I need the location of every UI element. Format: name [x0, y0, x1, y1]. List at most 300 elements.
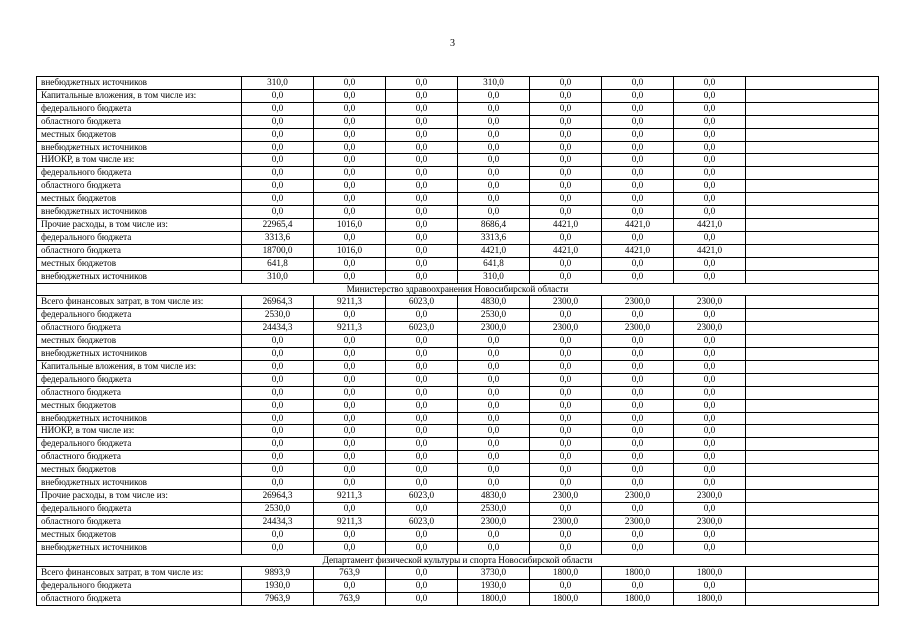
row-value: 0,0 [386, 115, 458, 128]
table-row [37, 128, 879, 141]
table-row [37, 425, 879, 438]
table-row [37, 218, 879, 231]
row-value: 0,0 [674, 89, 746, 102]
row-value: 3313,6 [242, 231, 314, 244]
row-value [746, 180, 879, 193]
row-value: 0,0 [674, 541, 746, 554]
row-label: федерального бюджета [37, 502, 242, 515]
row-value: 0,0 [386, 425, 458, 438]
row-value: 0,0 [458, 206, 530, 219]
row-value: 0,0 [602, 528, 674, 541]
row-value: 2300,0 [530, 296, 602, 309]
table-row [37, 567, 879, 580]
row-value: 0,0 [602, 412, 674, 425]
row-value [746, 128, 879, 141]
row-label: Капитальные вложения, в том числе из: [37, 360, 242, 373]
section-title: Департамент физической культуры и спорта Новосибирской области [37, 554, 879, 567]
row-value: 4421,0 [674, 218, 746, 231]
row-value: 0,0 [314, 464, 386, 477]
row-value: 0,0 [602, 77, 674, 90]
row-value: 0,0 [674, 528, 746, 541]
row-value: 0,0 [242, 412, 314, 425]
table-row [37, 180, 879, 193]
row-label: внебюджетных источников [37, 270, 242, 283]
row-value: 0,0 [242, 141, 314, 154]
row-value [746, 464, 879, 477]
row-value: 0,0 [602, 348, 674, 361]
row-value: 1800,0 [458, 593, 530, 606]
row-value: 2300,0 [674, 515, 746, 528]
row-value: 8686,4 [458, 218, 530, 231]
row-value [746, 360, 879, 373]
row-value: 0,0 [458, 451, 530, 464]
row-value: 0,0 [602, 180, 674, 193]
row-value: 310,0 [458, 77, 530, 90]
row-value [746, 348, 879, 361]
row-value: 0,0 [530, 386, 602, 399]
row-value: 0,0 [242, 425, 314, 438]
row-value: 310,0 [242, 77, 314, 90]
table-row [37, 360, 879, 373]
row-value: 0,0 [602, 141, 674, 154]
row-value: 0,0 [674, 580, 746, 593]
row-value: 0,0 [386, 167, 458, 180]
row-value: 0,0 [458, 528, 530, 541]
table-row [37, 206, 879, 219]
row-value [746, 425, 879, 438]
row-value: 0,0 [242, 399, 314, 412]
row-value: 0,0 [314, 309, 386, 322]
row-value: 0,0 [530, 541, 602, 554]
row-value: 0,0 [458, 115, 530, 128]
row-value: 0,0 [386, 451, 458, 464]
row-value: 9893,9 [242, 567, 314, 580]
row-value: 7963,9 [242, 593, 314, 606]
row-value [746, 502, 879, 515]
row-value: 0,0 [458, 477, 530, 490]
row-value: 0,0 [386, 373, 458, 386]
row-value: 0,0 [458, 167, 530, 180]
row-value [746, 218, 879, 231]
row-value [746, 515, 879, 528]
table-row [37, 451, 879, 464]
row-value: 0,0 [530, 180, 602, 193]
row-label: местных бюджетов [37, 399, 242, 412]
row-value: 0,0 [242, 373, 314, 386]
row-label: федерального бюджета [37, 231, 242, 244]
row-value: 0,0 [386, 593, 458, 606]
row-label: областного бюджета [37, 180, 242, 193]
row-value: 0,0 [530, 89, 602, 102]
row-value: 0,0 [530, 115, 602, 128]
row-value: 2300,0 [674, 490, 746, 503]
row-label: федерального бюджета [37, 309, 242, 322]
row-label: федерального бюджета [37, 438, 242, 451]
row-value: 0,0 [386, 541, 458, 554]
row-value: 0,0 [530, 141, 602, 154]
row-value: 2530,0 [242, 309, 314, 322]
row-value: 6023,0 [386, 490, 458, 503]
row-value: 0,0 [314, 89, 386, 102]
row-value: 0,0 [530, 193, 602, 206]
row-value: 0,0 [530, 412, 602, 425]
row-value: 0,0 [602, 231, 674, 244]
row-value: 0,0 [530, 231, 602, 244]
row-value: 0,0 [458, 180, 530, 193]
row-value: 0,0 [314, 360, 386, 373]
row-value [746, 567, 879, 580]
row-value: 0,0 [602, 206, 674, 219]
row-value: 0,0 [602, 309, 674, 322]
row-label: областного бюджета [37, 593, 242, 606]
row-value: 0,0 [674, 77, 746, 90]
row-value: 9211,3 [314, 490, 386, 503]
row-value [746, 335, 879, 348]
row-value: 0,0 [674, 373, 746, 386]
row-label: внебюджетных источников [37, 141, 242, 154]
row-value: 0,0 [602, 477, 674, 490]
table-row [37, 399, 879, 412]
row-value: 4421,0 [530, 218, 602, 231]
table-row [37, 464, 879, 477]
row-value: 2530,0 [458, 309, 530, 322]
row-value: 0,0 [314, 231, 386, 244]
row-value: 0,0 [530, 580, 602, 593]
row-value: 0,0 [386, 231, 458, 244]
row-value: 0,0 [242, 154, 314, 167]
table-row [37, 244, 879, 257]
row-value: 0,0 [386, 348, 458, 361]
row-label: местных бюджетов [37, 335, 242, 348]
row-value [746, 231, 879, 244]
row-value: 0,0 [530, 206, 602, 219]
page-number: 3 [450, 38, 455, 49]
row-value: 4830,0 [458, 490, 530, 503]
row-value: 0,0 [530, 309, 602, 322]
table-row [37, 490, 879, 503]
row-value: 0,0 [314, 257, 386, 270]
row-value: 0,0 [386, 193, 458, 206]
row-value [746, 593, 879, 606]
row-value: 18700,0 [242, 244, 314, 257]
row-value: 0,0 [674, 438, 746, 451]
row-value: 0,0 [602, 89, 674, 102]
row-value: 0,0 [314, 386, 386, 399]
row-value: 0,0 [386, 102, 458, 115]
row-label: внебюджетных источников [37, 77, 242, 90]
row-value: 0,0 [674, 451, 746, 464]
row-value: 0,0 [602, 541, 674, 554]
row-label: областного бюджета [37, 451, 242, 464]
row-value: 0,0 [674, 180, 746, 193]
row-value: 0,0 [386, 528, 458, 541]
row-value: 763,9 [314, 593, 386, 606]
row-label: внебюджетных источников [37, 206, 242, 219]
row-value: 4421,0 [602, 218, 674, 231]
row-value: 0,0 [314, 270, 386, 283]
row-value: 0,0 [602, 399, 674, 412]
row-value: 0,0 [314, 580, 386, 593]
row-value: 0,0 [314, 167, 386, 180]
row-value: 2300,0 [530, 515, 602, 528]
row-label: Прочие расходы, в том числе из: [37, 218, 242, 231]
row-value: 0,0 [530, 425, 602, 438]
row-value: 4421,0 [458, 244, 530, 257]
row-value: 0,0 [386, 335, 458, 348]
row-value: 9211,3 [314, 296, 386, 309]
row-value: 0,0 [458, 438, 530, 451]
table-row [37, 580, 879, 593]
row-label: федерального бюджета [37, 167, 242, 180]
row-value: 0,0 [530, 257, 602, 270]
row-value [746, 438, 879, 451]
row-value: 0,0 [386, 580, 458, 593]
row-value: 0,0 [602, 270, 674, 283]
table-row [37, 541, 879, 554]
row-value: 0,0 [530, 154, 602, 167]
row-value: 310,0 [242, 270, 314, 283]
row-value: 0,0 [314, 206, 386, 219]
row-value: 0,0 [314, 77, 386, 90]
row-value: 0,0 [530, 528, 602, 541]
row-value: 0,0 [674, 412, 746, 425]
row-value [746, 528, 879, 541]
row-value: 0,0 [530, 451, 602, 464]
row-value: 0,0 [602, 193, 674, 206]
row-value: 0,0 [458, 102, 530, 115]
row-value: 0,0 [386, 477, 458, 490]
row-value: 0,0 [314, 451, 386, 464]
row-value: 0,0 [386, 464, 458, 477]
row-value: 0,0 [674, 193, 746, 206]
row-value [746, 490, 879, 503]
row-value: 0,0 [602, 167, 674, 180]
row-value: 4830,0 [458, 296, 530, 309]
row-value: 0,0 [242, 193, 314, 206]
row-label: внебюджетных источников [37, 348, 242, 361]
table-row [37, 373, 879, 386]
table-row [37, 154, 879, 167]
row-value: 1800,0 [602, 567, 674, 580]
row-value: 0,0 [602, 464, 674, 477]
row-value: 0,0 [242, 464, 314, 477]
row-value: 0,0 [674, 141, 746, 154]
row-value: 0,0 [242, 360, 314, 373]
row-value: 0,0 [530, 102, 602, 115]
row-value: 0,0 [242, 128, 314, 141]
row-value: 3313,6 [458, 231, 530, 244]
row-value: 0,0 [458, 373, 530, 386]
row-value: 0,0 [314, 348, 386, 361]
table-row [37, 502, 879, 515]
row-value: 0,0 [242, 386, 314, 399]
row-value: 0,0 [242, 167, 314, 180]
row-value: 0,0 [314, 399, 386, 412]
table-row [37, 270, 879, 283]
table-row [37, 477, 879, 490]
table-row [37, 309, 879, 322]
row-value: 0,0 [314, 541, 386, 554]
row-value [746, 541, 879, 554]
row-label: областного бюджета [37, 322, 242, 335]
row-value: 0,0 [386, 77, 458, 90]
row-value: 1016,0 [314, 218, 386, 231]
row-value: 0,0 [530, 335, 602, 348]
table-row [37, 515, 879, 528]
row-value: 0,0 [386, 567, 458, 580]
row-label: местных бюджетов [37, 464, 242, 477]
row-value: 1800,0 [602, 593, 674, 606]
row-value: 0,0 [530, 502, 602, 515]
row-value: 0,0 [314, 335, 386, 348]
row-value: 0,0 [242, 528, 314, 541]
row-value: 2300,0 [602, 322, 674, 335]
row-value: 6023,0 [386, 515, 458, 528]
row-value: 1800,0 [674, 593, 746, 606]
row-value: 1800,0 [530, 593, 602, 606]
row-label: внебюджетных источников [37, 412, 242, 425]
row-value: 0,0 [386, 206, 458, 219]
row-value: 0,0 [674, 257, 746, 270]
row-label: областного бюджета [37, 115, 242, 128]
row-label: федерального бюджета [37, 373, 242, 386]
row-value: 1800,0 [674, 567, 746, 580]
row-value: 763,9 [314, 567, 386, 580]
row-label: внебюджетных источников [37, 541, 242, 554]
row-label: Всего финансовых затрат, в том числе из: [37, 296, 242, 309]
row-value: 6023,0 [386, 322, 458, 335]
row-value: 0,0 [458, 464, 530, 477]
row-value: 0,0 [674, 399, 746, 412]
row-value [746, 89, 879, 102]
row-value [746, 373, 879, 386]
row-value: 6023,0 [386, 296, 458, 309]
row-value: 0,0 [242, 451, 314, 464]
row-value: 0,0 [602, 102, 674, 115]
row-value: 0,0 [458, 412, 530, 425]
row-label: Капитальные вложения, в том числе из: [37, 89, 242, 102]
row-value: 0,0 [386, 412, 458, 425]
row-value: 0,0 [602, 360, 674, 373]
row-value [746, 477, 879, 490]
row-value: 0,0 [530, 373, 602, 386]
row-value [746, 309, 879, 322]
row-label: федерального бюджета [37, 102, 242, 115]
section-header-row [37, 554, 879, 567]
row-value: 0,0 [602, 451, 674, 464]
row-value [746, 580, 879, 593]
row-value: 0,0 [458, 89, 530, 102]
row-value: 24434,3 [242, 515, 314, 528]
row-value: 0,0 [386, 180, 458, 193]
row-value: 0,0 [674, 309, 746, 322]
row-value: 2300,0 [674, 322, 746, 335]
row-value: 2300,0 [530, 322, 602, 335]
row-value: 0,0 [530, 128, 602, 141]
row-value: 4421,0 [602, 244, 674, 257]
table-row [37, 89, 879, 102]
row-label: Прочие расходы, в том числе из: [37, 490, 242, 503]
row-value: 0,0 [458, 348, 530, 361]
table-row [37, 528, 879, 541]
row-value: 0,0 [386, 502, 458, 515]
row-value [746, 244, 879, 257]
table-row [37, 438, 879, 451]
row-value: 0,0 [314, 528, 386, 541]
table-row [37, 593, 879, 606]
row-value [746, 296, 879, 309]
row-value: 0,0 [674, 464, 746, 477]
row-value: 0,0 [530, 348, 602, 361]
row-value: 2300,0 [674, 296, 746, 309]
row-value: 0,0 [386, 141, 458, 154]
row-value: 0,0 [314, 193, 386, 206]
row-value: 0,0 [458, 335, 530, 348]
row-value: 0,0 [386, 399, 458, 412]
row-value: 0,0 [386, 309, 458, 322]
row-value: 0,0 [674, 115, 746, 128]
row-value [746, 386, 879, 399]
table-row [37, 77, 879, 90]
row-value: 4421,0 [530, 244, 602, 257]
row-value [746, 193, 879, 206]
table-row [37, 386, 879, 399]
row-value: 0,0 [386, 386, 458, 399]
row-value: 0,0 [458, 386, 530, 399]
row-value: 0,0 [314, 502, 386, 515]
row-value: 1800,0 [530, 567, 602, 580]
row-value: 0,0 [242, 115, 314, 128]
row-value: 0,0 [674, 167, 746, 180]
row-value: 0,0 [386, 438, 458, 451]
row-value: 310,0 [458, 270, 530, 283]
row-value: 0,0 [242, 477, 314, 490]
row-value: 0,0 [458, 141, 530, 154]
row-value [746, 451, 879, 464]
row-value: 0,0 [386, 244, 458, 257]
table-row [37, 115, 879, 128]
row-value: 0,0 [314, 412, 386, 425]
row-value [746, 270, 879, 283]
row-value: 0,0 [242, 348, 314, 361]
row-value: 0,0 [242, 102, 314, 115]
row-value: 0,0 [530, 464, 602, 477]
row-value: 0,0 [530, 438, 602, 451]
row-value: 9211,3 [314, 322, 386, 335]
table-row [37, 141, 879, 154]
row-value: 0,0 [674, 386, 746, 399]
row-value: 0,0 [458, 128, 530, 141]
row-value: 22965,4 [242, 218, 314, 231]
section-header-row [37, 283, 879, 296]
row-label: федерального бюджета [37, 580, 242, 593]
row-value: 1016,0 [314, 244, 386, 257]
row-value: 0,0 [386, 360, 458, 373]
row-value: 0,0 [314, 128, 386, 141]
row-value: 0,0 [674, 231, 746, 244]
row-value: 0,0 [386, 154, 458, 167]
table-row [37, 193, 879, 206]
row-value: 26964,3 [242, 490, 314, 503]
row-value [746, 141, 879, 154]
row-value: 0,0 [530, 270, 602, 283]
row-value [746, 102, 879, 115]
row-value: 0,0 [458, 193, 530, 206]
row-value: 0,0 [602, 257, 674, 270]
row-label: Всего финансовых затрат, в том числе из: [37, 567, 242, 580]
row-value: 2300,0 [458, 515, 530, 528]
budget-table [36, 76, 879, 606]
